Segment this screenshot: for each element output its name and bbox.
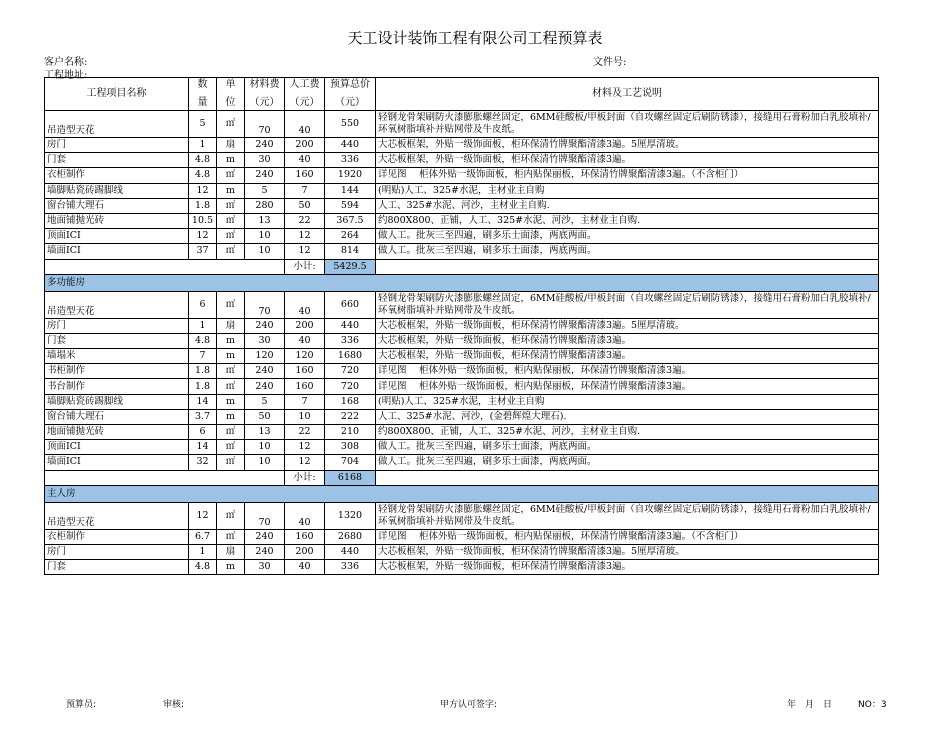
table-row: [45, 229, 879, 244]
file-number-label: 文件号:: [593, 57, 627, 68]
item-quantity: 1: [189, 544, 217, 559]
item-name: 房门: [45, 544, 189, 559]
item-total: 308: [325, 440, 376, 455]
item-unit: ㎡: [217, 379, 245, 394]
estimator-label: 预算员:: [66, 700, 97, 710]
item-total: 367.5: [325, 213, 376, 228]
item-material-cost: 120: [245, 349, 285, 364]
item-total: 210: [325, 425, 376, 440]
item-quantity: 1.8: [189, 379, 217, 394]
item-quantity: 12: [189, 183, 217, 198]
item-material-cost: 30: [245, 153, 285, 168]
item-name: 吊造型天花: [45, 111, 189, 138]
item-name: 地面铺抛光砖: [45, 425, 189, 440]
item-description: 详见图 柜体外贴一级饰面板，柜内贴保丽板，环保清竹牌聚酯清漆3遍。: [376, 364, 879, 379]
item-quantity: 1.8: [189, 198, 217, 213]
item-unit: m: [217, 560, 245, 575]
item-name: 窗台铺大理石: [45, 409, 189, 424]
item-material-cost: 30: [245, 333, 285, 348]
item-unit: m: [217, 409, 245, 424]
item-total: 660: [325, 291, 376, 318]
item-total: 336: [325, 560, 376, 575]
item-labor-cost: 120: [285, 349, 325, 364]
table-row: [45, 409, 879, 424]
item-material-cost: 240: [245, 529, 285, 544]
table-row: [45, 529, 879, 544]
header-project-name: 工程项目名称: [45, 78, 189, 111]
subtotal-desc-blank: [376, 259, 879, 274]
client-signature-label: 甲方认可签字:: [440, 700, 498, 710]
project-address-label: 工程地址:: [44, 70, 88, 81]
item-total: 720: [325, 364, 376, 379]
item-unit: ㎡: [217, 111, 245, 138]
item-description: 轻钢龙骨架刷防火漆膨胀螺丝固定，6MM硅酸板/甲板封面（自攻螺丝固定后刷防锈漆），接缝用石膏粉加白乳胶填补/环氧树脂填补并贴网带及牛皮纸。: [376, 502, 879, 529]
item-total: 594: [325, 198, 376, 213]
item-labor-cost: 50: [285, 198, 325, 213]
subtotal-label: 小计:: [285, 470, 325, 485]
item-labor-cost: 22: [285, 213, 325, 228]
table-row: [45, 244, 879, 259]
item-quantity: 7: [189, 349, 217, 364]
item-quantity: 4.8: [189, 168, 217, 183]
item-unit: ㎡: [217, 502, 245, 529]
item-quantity: 6: [189, 425, 217, 440]
item-quantity: 14: [189, 440, 217, 455]
item-quantity: 5: [189, 111, 217, 138]
subtotal-blank: [45, 470, 285, 485]
subtotal-row: [45, 259, 879, 274]
table-row: [45, 502, 879, 529]
item-material-cost: 70: [245, 111, 285, 138]
table-row: [45, 111, 879, 138]
item-total: 440: [325, 544, 376, 559]
item-material-cost: 50: [245, 409, 285, 424]
item-unit: ㎡: [217, 291, 245, 318]
item-material-cost: 240: [245, 138, 285, 153]
item-total: 1320: [325, 502, 376, 529]
header-unit: 单 位: [217, 78, 245, 111]
item-description: 详见图 柜体外贴一级饰面板，柜内贴保丽板，环保清竹牌聚酯清漆3遍。: [376, 379, 879, 394]
item-quantity: 1: [189, 138, 217, 153]
item-description: 详见图 柜体外贴一级饰面板，柜内贴保丽板，环保清竹牌聚酯清漆3遍。（不含柜门）: [376, 168, 879, 183]
item-total: 440: [325, 138, 376, 153]
item-quantity: 4.8: [189, 560, 217, 575]
item-unit: m: [217, 394, 245, 409]
table-row: [45, 364, 879, 379]
item-labor-cost: 40: [285, 291, 325, 318]
document-title: 天工设计装饰工程有限公司工程预算表: [347, 29, 603, 47]
item-quantity: 37: [189, 244, 217, 259]
item-material-cost: 280: [245, 198, 285, 213]
item-unit: 扇: [217, 138, 245, 153]
item-material-cost: 5: [245, 394, 285, 409]
item-unit: ㎡: [217, 440, 245, 455]
item-material-cost: 240: [245, 544, 285, 559]
item-labor-cost: 40: [285, 560, 325, 575]
budget-table: [44, 77, 879, 575]
subtotal-label: 小计:: [285, 259, 325, 274]
item-material-cost: 10: [245, 244, 285, 259]
table-row: [45, 394, 879, 409]
item-material-cost: 70: [245, 502, 285, 529]
item-description: 做人工。批灰三至四遍，刷多乐士面漆，两底两面。: [376, 455, 879, 470]
table-row: [45, 138, 879, 153]
item-description: 做人工。批灰三至四遍，刷多乐士面漆，两底两面。: [376, 229, 879, 244]
table-row: [45, 291, 879, 318]
item-name: 吊造型天花: [45, 291, 189, 318]
table-row: [45, 213, 879, 228]
section-header-row: [45, 274, 879, 291]
item-labor-cost: 160: [285, 364, 325, 379]
item-name: 书柜制作: [45, 364, 189, 379]
table-row: [45, 379, 879, 394]
item-description: 详见图 柜体外贴一级饰面板，柜内贴保丽板，环保清竹牌聚酯清漆3遍。（不含柜门）: [376, 529, 879, 544]
item-quantity: 1.8: [189, 364, 217, 379]
item-unit: ㎡: [217, 168, 245, 183]
item-quantity: 12: [189, 229, 217, 244]
item-labor-cost: 10: [285, 409, 325, 424]
item-name: 吊造型天花: [45, 502, 189, 529]
header-quantity: 数 量: [189, 78, 217, 111]
item-description: 大芯板框架，外贴一级饰面板，柜环保清竹牌聚酯清漆3遍。5厘厚清玻。: [376, 544, 879, 559]
table-row: [45, 349, 879, 364]
item-labor-cost: 40: [285, 502, 325, 529]
item-material-cost: 240: [245, 168, 285, 183]
item-unit: ㎡: [217, 244, 245, 259]
item-name: 门套: [45, 153, 189, 168]
item-name: 门套: [45, 560, 189, 575]
item-material-cost: 13: [245, 213, 285, 228]
item-name: 顶面ICI: [45, 229, 189, 244]
item-name: 顶面ICI: [45, 440, 189, 455]
subtotal-row: [45, 470, 879, 485]
item-name: 墙面ICI: [45, 244, 189, 259]
item-quantity: 1: [189, 318, 217, 333]
item-total: 2680: [325, 529, 376, 544]
item-quantity: 10.5: [189, 213, 217, 228]
item-name: 墙塌米: [45, 349, 189, 364]
item-labor-cost: 22: [285, 425, 325, 440]
subtotal-desc-blank: [376, 470, 879, 485]
item-quantity: 32: [189, 455, 217, 470]
table-row: [45, 153, 879, 168]
item-labor-cost: 160: [285, 529, 325, 544]
item-total: 144: [325, 183, 376, 198]
item-name: 墙脚贴瓷砖踢脚线: [45, 183, 189, 198]
table-row: [45, 425, 879, 440]
item-quantity: 14: [189, 394, 217, 409]
item-quantity: 4.8: [189, 153, 217, 168]
header-total-price: 预算总价 （元）: [325, 78, 376, 111]
item-unit: m: [217, 153, 245, 168]
subtotal-blank: [45, 259, 285, 274]
item-description: 约800X800、正铺，人工、325#水泥、河沙，主材业主自购.: [376, 425, 879, 440]
item-labor-cost: 160: [285, 379, 325, 394]
item-description: (明贴)人工、325#水泥，主材业主自购: [376, 183, 879, 198]
table-row: [45, 318, 879, 333]
item-labor-cost: 12: [285, 229, 325, 244]
item-unit: m: [217, 183, 245, 198]
table-row: [45, 198, 879, 213]
table-row: [45, 183, 879, 198]
item-total: 336: [325, 153, 376, 168]
item-quantity: 6: [189, 291, 217, 318]
item-material-cost: 30: [245, 560, 285, 575]
item-material-cost: 5: [245, 183, 285, 198]
item-name: 窗台铺大理石: [45, 198, 189, 213]
item-unit: 扇: [217, 318, 245, 333]
item-unit: ㎡: [217, 425, 245, 440]
item-name: 衣柜制作: [45, 168, 189, 183]
item-unit: m: [217, 333, 245, 348]
item-name: 墙面ICI: [45, 455, 189, 470]
item-total: 168: [325, 394, 376, 409]
item-unit: ㎡: [217, 364, 245, 379]
item-quantity: 3.7: [189, 409, 217, 424]
item-description: 大芯板框架，外贴一级饰面板，柜环保清竹牌聚酯清漆3遍。5厘厚清玻。: [376, 318, 879, 333]
item-description: 大芯板框架，外贴一级饰面板，柜环保清竹牌聚酯清漆3遍。5厘厚清玻。: [376, 138, 879, 153]
item-name: 地面铺抛光砖: [45, 213, 189, 228]
item-labor-cost: 200: [285, 138, 325, 153]
table-row: [45, 455, 879, 470]
item-total: 704: [325, 455, 376, 470]
item-name: 门套: [45, 333, 189, 348]
item-description: 做人工。批灰三至四遍，刷多乐士面漆，两底两面。: [376, 244, 879, 259]
date-label: 年 月 日: [787, 700, 833, 710]
item-material-cost: 10: [245, 229, 285, 244]
item-material-cost: 13: [245, 425, 285, 440]
item-labor-cost: 200: [285, 544, 325, 559]
item-labor-cost: 200: [285, 318, 325, 333]
item-description: (明贴)人工、325#水泥，主材业主自购: [376, 394, 879, 409]
item-labor-cost: 12: [285, 244, 325, 259]
item-material-cost: 240: [245, 379, 285, 394]
table-row: [45, 440, 879, 455]
section-title: 多功能房: [45, 274, 879, 291]
item-unit: m: [217, 349, 245, 364]
item-labor-cost: 40: [285, 153, 325, 168]
item-total: 720: [325, 379, 376, 394]
table-row: [45, 333, 879, 348]
item-description: 人工、325#水泥、河沙，主材业主自购.: [376, 198, 879, 213]
client-name-label: 客户名称:: [44, 57, 88, 68]
table-row: [45, 168, 879, 183]
item-labor-cost: 160: [285, 168, 325, 183]
item-unit: ㎡: [217, 529, 245, 544]
item-labor-cost: 40: [285, 111, 325, 138]
item-labor-cost: 7: [285, 183, 325, 198]
table-body: [45, 111, 879, 575]
item-total: 440: [325, 318, 376, 333]
item-description: 约800X800、正铺，人工、325#水泥、河沙，主材业主自购.: [376, 213, 879, 228]
table-row: [45, 544, 879, 559]
item-labor-cost: 7: [285, 394, 325, 409]
item-description: 做人工。批灰三至四遍，刷多乐士面漆，两底两面。: [376, 440, 879, 455]
item-description: 大芯板框架，外贴一级饰面板，柜环保清竹牌聚酯清漆3遍。: [376, 153, 879, 168]
header-labor-cost: 人工费 （元）: [285, 78, 325, 111]
table-header-row: [45, 78, 879, 111]
item-description: 轻钢龙骨架刷防火漆膨胀螺丝固定，6MM硅酸板/甲板封面（自攻螺丝固定后刷防锈漆），接缝用石膏粉加白乳胶填补/环氧树脂填补并贴网带及牛皮纸。: [376, 291, 879, 318]
item-description: 人工、325#水泥、河沙，(金碧辉煌大理石).: [376, 409, 879, 424]
item-quantity: 6.7: [189, 529, 217, 544]
header-material-cost: 材料费 （元）: [245, 78, 285, 111]
item-material-cost: 70: [245, 291, 285, 318]
item-name: 墙脚贴瓷砖踢脚线: [45, 394, 189, 409]
reviewer-label: 审核:: [163, 700, 185, 710]
item-unit: 扇: [217, 544, 245, 559]
item-quantity: 4.8: [189, 333, 217, 348]
item-total: 1920: [325, 168, 376, 183]
header-description: 材料及工艺说明: [376, 78, 879, 111]
subtotal-value: 5429.5: [325, 259, 376, 274]
item-labor-cost: 12: [285, 440, 325, 455]
item-material-cost: 240: [245, 364, 285, 379]
item-total: 1680: [325, 349, 376, 364]
item-material-cost: 10: [245, 440, 285, 455]
section-title: 主人房: [45, 485, 879, 502]
page-number: NO：3: [858, 700, 887, 710]
item-description: 大芯板框架，外贴一级饰面板，柜环保清竹牌聚酯清漆3遍。: [376, 349, 879, 364]
item-unit: ㎡: [217, 198, 245, 213]
item-description: 大芯板框架，外贴一级饰面板，柜环保清竹牌聚酯清漆3遍。: [376, 560, 879, 575]
item-unit: ㎡: [217, 229, 245, 244]
item-name: 房门: [45, 318, 189, 333]
item-total: 264: [325, 229, 376, 244]
subtotal-value: 6168: [325, 470, 376, 485]
item-description: 轻钢龙骨架刷防火漆膨胀螺丝固定，6MM硅酸板/甲板封面（自攻螺丝固定后刷防锈漆），接缝用石膏粉加白乳胶填补/环氧树脂填补并贴网带及牛皮纸。: [376, 111, 879, 138]
item-name: 房门: [45, 138, 189, 153]
item-name: 书台制作: [45, 379, 189, 394]
item-quantity: 12: [189, 502, 217, 529]
item-material-cost: 240: [245, 318, 285, 333]
item-name: 衣柜制作: [45, 529, 189, 544]
item-material-cost: 10: [245, 455, 285, 470]
item-unit: ㎡: [217, 213, 245, 228]
item-description: 大芯板框架，外贴一级饰面板，柜环保清竹牌聚酯清漆3遍。: [376, 333, 879, 348]
item-labor-cost: 12: [285, 455, 325, 470]
item-total: 814: [325, 244, 376, 259]
table-row: [45, 560, 879, 575]
item-total: 222: [325, 409, 376, 424]
item-unit: ㎡: [217, 455, 245, 470]
section-header-row: [45, 485, 879, 502]
item-total: 550: [325, 111, 376, 138]
item-total: 336: [325, 333, 376, 348]
item-labor-cost: 40: [285, 333, 325, 348]
